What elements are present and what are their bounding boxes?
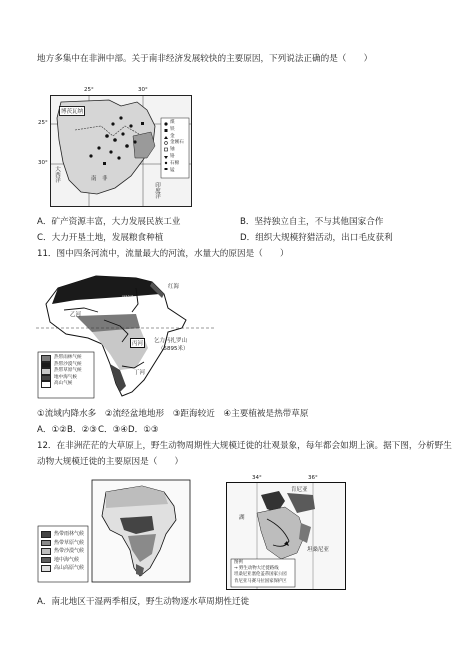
fig1-legend-item: 铁	[170, 126, 175, 132]
legend-label: 热带草原气候	[54, 539, 85, 546]
q12-migration-map	[226, 475, 346, 590]
q11-option-b: B．②③	[67, 425, 97, 435]
legend-label: 地中海气候	[54, 374, 77, 380]
lat-25-label: 25°	[38, 120, 48, 126]
legend-label: 高山高原气候	[54, 565, 85, 571]
q12-migration-legend	[234, 560, 287, 585]
river-bing-label: 丙河	[130, 338, 145, 348]
q12-climate-map	[36, 476, 192, 586]
q11-option-a: A．①②	[37, 425, 67, 435]
q12-stem-line1: 12．在非洲茫茫的大草原上，野生动物周期性大规模迁徙的壮观景象，每年都会如期上演。据下图，分析野生	[37, 441, 452, 451]
q12-option-a: A．南北地区干湿两季相反，野生动物逐水草周期性迁徙	[37, 597, 250, 607]
fig1-legend-item: 铀	[170, 147, 175, 153]
legend-row	[41, 539, 84, 548]
legend-row	[41, 556, 84, 565]
africa-river-map	[36, 268, 216, 403]
q11-option-d: D．①③	[128, 425, 159, 435]
q12-stem-line2: 动物大规模迁徙的主要原因是（ ）	[37, 457, 184, 467]
lake-label: 湖	[239, 515, 245, 521]
q10-option-c: C．大力开垦土地，发展粮食种植	[37, 233, 164, 243]
legend-label: 热带沙漠气候	[54, 361, 82, 367]
river-jia-label: 甲河	[122, 296, 134, 302]
kilimanjaro-label: 乞力马扎罗山	[154, 338, 188, 344]
legend-row	[41, 547, 84, 556]
country-top-label: 博茨瓦纳	[59, 106, 85, 116]
legend-row	[41, 564, 84, 573]
legend-swatch	[41, 548, 51, 555]
fig1-legend	[170, 120, 184, 174]
legend-label: 高山气候	[54, 381, 73, 387]
legend-label: 热带草原气候	[54, 368, 82, 374]
legend-label: 坦桑尼亚塞伦盖蒂国家公园	[234, 572, 287, 578]
lon-25-label: 25°	[84, 87, 94, 93]
indian-ocean-label: 印度洋	[154, 182, 160, 199]
q11-stem: 11．图中四条河流中，流量最大的河流，水量大的原因是（ ）	[37, 249, 289, 259]
q11-reasons: ①流域内降水多 ②流经盆地地形 ③距海较近 ④主要植被是热带草原	[37, 409, 309, 419]
legend-label: 热带沙漠气候	[54, 548, 85, 554]
legend-label: 肯尼亚马赛马拉国家保护区	[234, 578, 287, 584]
lon-34-label: 34°	[252, 475, 262, 481]
legend-label: → 野生动物大迁徙路线	[234, 566, 279, 572]
south-africa-mineral-map	[38, 87, 192, 207]
q10-option-b: B．坚持独立自主，不与其他国家合作	[240, 217, 384, 227]
legend-swatch	[41, 557, 51, 564]
lon-36-label: 36°	[308, 475, 318, 481]
fig1-legend-item: 金刚石	[170, 140, 184, 146]
legend-row	[41, 381, 82, 388]
legend-swatch	[41, 540, 51, 547]
legend-swatch	[41, 381, 51, 388]
intro-text: 地方多集中在非洲中部。关于南非经济发展较快的主要原因，下列说法正确的是（ ）	[37, 54, 373, 64]
atlantic-label: 大西洋	[54, 166, 60, 183]
legend-label: 地中海气候	[54, 556, 80, 563]
fig1-legend-item: 铬	[170, 153, 175, 159]
kilimanjaro-height-label: （5895米）	[158, 346, 189, 352]
fig1-legend-item: 锰	[170, 167, 175, 173]
legend-label: 热带雨林气候	[54, 531, 85, 537]
lat-30-label: 30°	[38, 160, 48, 166]
kenya-label: 肯尼亚	[291, 487, 308, 493]
river-ding-label: 丁河	[134, 370, 146, 376]
legend-row	[41, 530, 84, 539]
q12-climate-legend	[41, 530, 84, 573]
fig1-legend-item: 煤	[170, 120, 175, 125]
q10-option-a: A．矿产资源丰富，大力发展民族工业	[37, 217, 181, 227]
south-africa-label: 南 非	[91, 176, 108, 182]
fig1-legend-item: 金	[170, 133, 175, 139]
fig1-legend-item: 石棉	[170, 160, 180, 166]
river-yi-label: 乙河	[70, 312, 82, 318]
legend-swatch	[41, 565, 51, 572]
q10-option-d: D．组织大规模狩猎活动，出口毛皮获利	[240, 233, 393, 243]
legend-label: 热带雨林气候	[54, 355, 82, 361]
q11-option-c: C．③④	[98, 425, 129, 435]
legend-title: 图例	[234, 560, 243, 565]
q11-map-legend	[41, 355, 82, 388]
legend-swatch	[41, 531, 51, 538]
tanzania-label: 坦桑尼亚	[307, 547, 330, 553]
lon-30-label: 30°	[138, 87, 148, 93]
red-sea-label: 红海	[168, 284, 180, 290]
